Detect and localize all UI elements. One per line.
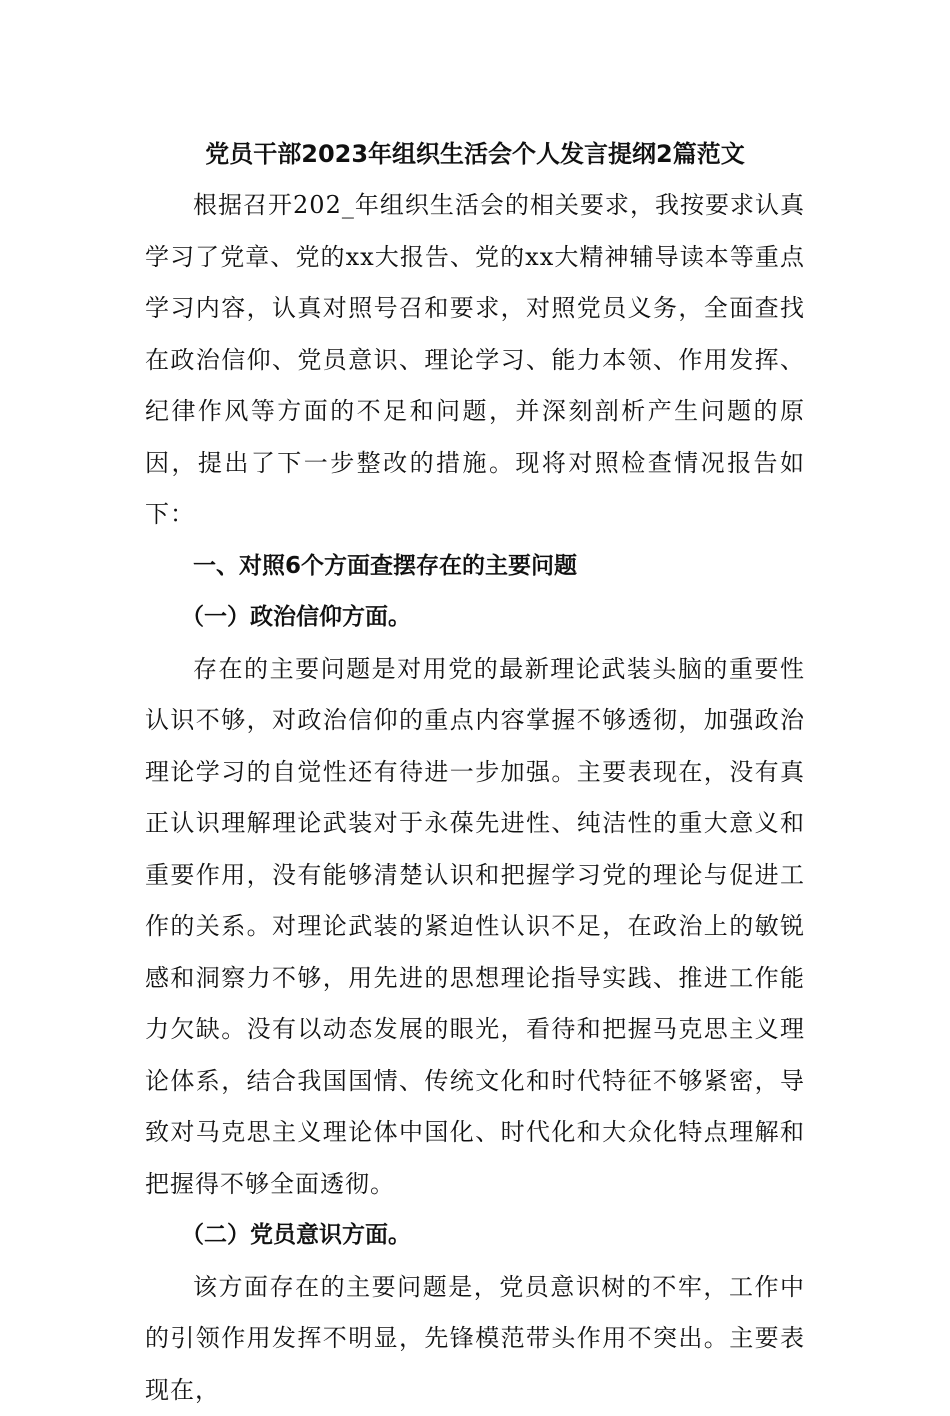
subsection-heading-party-awareness: （二）党员意识方面。 <box>145 1210 805 1262</box>
document-body <box>145 136 805 1416</box>
political-belief-paragraph: 存在的主要问题是对用党的最新理论武装头脑的重要性认识不够，对政治信仰的重点内容掌握不够透彻，加强政治理论学习的自觉性还有待进一步加强。主要表现在，没有真正认识理解理论武装对于永葆先进性、纯洁性的重大意义和重要作用，没有能够清楚认识和把握学习党的理论与促进工作的关系。对理论武装的紧迫性认识不足，在政治上的敏锐感和洞察力不够，用先进的思想理论指导实践、推进工作能力欠缺。没有以动态发展的眼光，看待和把握马克思主义理论体系，结合我国国情、传统文化和时代特征不够紧密，导致对马克思主义理论体中国化、时代化和大众化特点理解和把握得不够全面透彻。 <box>145 644 805 1211</box>
document-title: 党员干部2023年组织生活会个人发言提纲2篇范文 <box>145 136 805 172</box>
section-heading-1: 一、对照6个方面查摆存在的主要问题 <box>145 541 805 593</box>
intro-paragraph: 根据召开202_年组织生活会的相关要求，我按要求认真学习了党章、党的xx大报告、党的xx大精神辅导读本等重点学习内容，认真对照号召和要求，对照党员义务，全面查找在政治信仰、党员意识、理论学习、能力本领、作用发挥、纪律作风等方面的不足和问题，并深刻剖析产生问题的原因，提出了下一步整改的措施。现将对照检查情况报告如下： <box>145 180 805 541</box>
subsection-heading-political-belief: （一）政治信仰方面。 <box>145 592 805 644</box>
party-awareness-paragraph: 该方面存在的主要问题是，党员意识树的不牢，工作中的引领作用发挥不明显，先锋模范带头作用不突出。主要表现在， <box>145 1262 805 1416</box>
